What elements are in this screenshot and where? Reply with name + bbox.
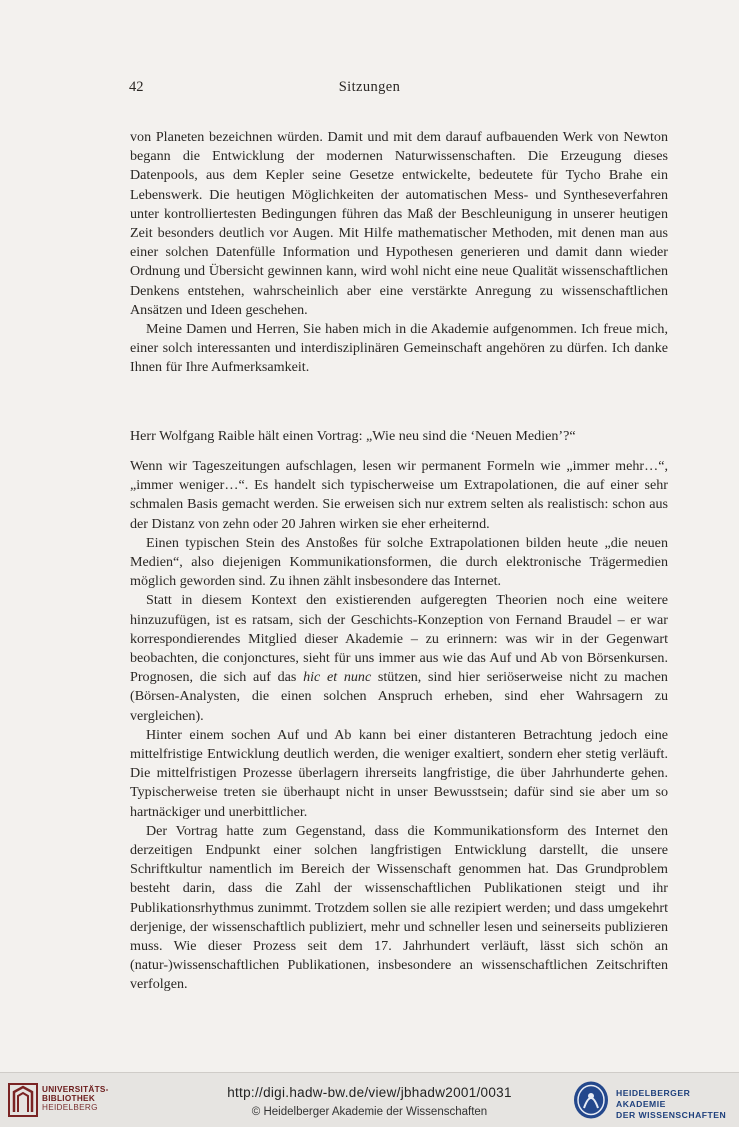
paragraph: Der Vortrag hatte zum Gegenstand, dass die Kommunikationsform des Internet den derzeitigen Endpunkt einer solchen langfristigen Entwicklung darstellt, die unsere Schriftkultur namentlich im Bereich der Wissenschaft genommen hat. Das Grundproblem besteht darin, dass die Zahl der wissenschaftlichen Publikationen steigt und ihr Publikationsrhythmus zunimmt. Trotzdem sollen sie alle rezipiert werden; und dass umgekehrt derjenige, der wissenschaftlich publiziert, mehr und schneller lesen und seinerseits publizieren muss. Wie dieser Prozess seit dem 17. Jahrhundert verläuft, lässt sich schön an (natur-)wissenschaftlichen Publikationen, insbesondere an wissenschaftlichen Zeitschriften verfolgen. [130, 822, 668, 993]
copyright-notice: © Heidelberger Akademie der Wissenschaften [251, 1106, 488, 1118]
paragraph-text: stützen, sind hier seriöserweise nicht zu machen (Börsen-Analysten, die einen solchen Anspruch erheben, sind eher Wahrsagern zu vergleichen). [130, 669, 668, 724]
italic-phrase: hic et nunc [303, 669, 372, 686]
body-text-section-1 [130, 128, 668, 378]
library-line: HEIDELBERG [42, 1103, 98, 1112]
academy-line: HEIDELBERGER AKADEMIE [616, 1088, 691, 1109]
academy-seal-icon[interactable] [572, 1080, 610, 1120]
paragraph-text: Statt in diesem Kontext den existierenden aufgeregten Theorien noch eine weitere hinzuzufügen, ist es ratsam, sich der Geschichts-Konzeption von Fernand Braudel – er war korrespondierendes Mitglied dieser Akademie – zu erinnern: was wir in der Gegenwart beobachten, die conjonctures, sieht für uns immer aus wie das Auf und Ab von Börsenkursen. Prognosen, die sich auf das [130, 592, 668, 686]
running-head: Sitzungen [338, 79, 401, 95]
library-line: BIBLIOTHEK [42, 1094, 96, 1103]
library-line: UNIVERSITÄTS- [42, 1085, 109, 1094]
permalink-url[interactable]: http://digi.hadw-bw.de/view/jbhadw2001/0031 [227, 1085, 512, 1100]
paragraph [130, 591, 668, 725]
academy-name[interactable] [616, 1088, 739, 1121]
paragraph: Einen typischen Stein des Anstoßes für solche Extrapolationen bilden heute „die neuen Medien“, also diejenigen Kommunikationsformen, die durch elektronische Trägermedien möglich geworden sind. Zu ihnen zählt insbesondere das Internet. [130, 534, 668, 590]
paragraph: Wenn wir Tageszeitungen aufschlagen, lesen wir permanent Formeln wie „immer mehr…“, „immer weniger…“. Es handelt sich typischerweise um Extrapolationen, die auf einer sehr schmalen Basis gemacht werden. Sie erweisen sich nur extrem selten als realistisch: schon aus der Distanz von zehn oder 20 Jahren wirken sie eher erheiternd. [130, 458, 668, 532]
body-text-section-2 [130, 457, 668, 995]
paragraph: Meine Damen und Herren, Sie haben mich in die Akademie aufgenommen. Ich freue mich, einer solch interessanten und interdisziplinären Gemeinschaft angehören zu dürfen. Ich danke Ihnen für Ihre Aufmerksamkeit. [130, 321, 668, 376]
section-title: Herr Wolfgang Raible hält einen Vortrag: „Wie neu sind die ‘Neuen Medien’?“ [130, 428, 576, 444]
academy-line: DER WISSENSCHAFTEN [616, 1110, 727, 1120]
paragraph: Hinter einem sochen Auf und Ab kann bei einer distanteren Betrachtung jedoch eine mittelfristige Entwicklung deutlich werden, die weniger exaltiert, sondern eher stetig verläuft. Die mittelfristigen Prozesse überlagern ihrerseits langfristige, die über Jahrhunderte gehen. Typischerweise treten sie überhaupt nicht in unser Bewusstsein; dafür sind sie aber um so hartnäckiger und unerbittlicher. [130, 726, 668, 820]
viewer-footer [0, 1072, 739, 1127]
page-number: 42 [129, 79, 144, 95]
paragraph: von Planeten bezeichnen würden. Damit und mit dem darauf aufbauenden Werk von Newton begann die Entwicklung der modernen Naturwissenschaften. Die Erzeugung dieses Datenpools, aus dem Kepler seine Gesetze entwickelte, bedeutete für Tycho Brahe ein Lebenswerk. Die heutigen Möglichkeiten der automatischen Mess- und Syntheseverfahren unter kontrolliertesten Bedingungen führen das Maß der Beschleunigung in unserer heutigen Zeit besonders deutlich vor Augen. Mit Hilfe mathematischer Methoden, mit denen man aus einer solchen Datenfülle Information und Hypothesen generieren und damit dann wieder Ordnung und Übersicht gewinnen kann, wird wohl nicht eine neue Qualität wissenschaftlichen Denkens entstehen, wahrscheinlich aber eine verstärkte Anregung zu wissenschaftlichen Ansätzen und Ideen geschehen. [130, 129, 668, 318]
